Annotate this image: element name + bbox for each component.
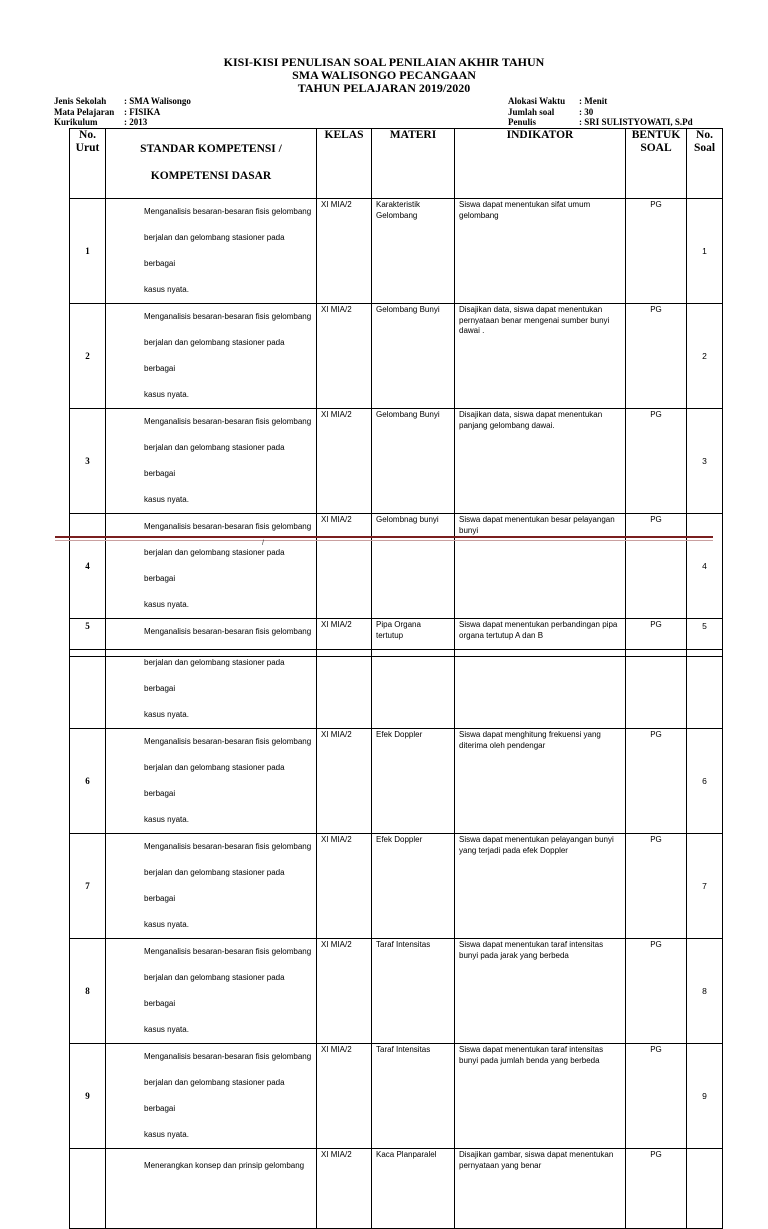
info-row-alokasi-waktu xyxy=(508,96,693,107)
info-label: Kurikulum xyxy=(54,117,98,127)
cell-materi: Kaca Planparalel xyxy=(372,1149,455,1229)
document-heading xyxy=(0,56,768,95)
standar-line: berjalan dan gelombang stasioner pada berbagai xyxy=(144,443,285,478)
cell-materi: Pipa Organa tertutup xyxy=(372,619,455,657)
standar-line: kasus nyata. xyxy=(144,1130,189,1139)
info-label: Penulis xyxy=(508,117,537,127)
standar-line: kasus nyata. xyxy=(144,390,189,399)
cell-no-urut: 1 xyxy=(70,199,106,304)
standar-line: Menganalisis besaran-besaran fisis gelombang xyxy=(144,947,312,956)
info-label: Jenis Sekolah xyxy=(54,96,107,106)
cell-no-urut: 4 xyxy=(70,514,106,619)
cell-standar-kompetensi xyxy=(106,514,317,619)
standar-line: kasus nyata. xyxy=(144,920,189,929)
standar-line: Menganalisis besaran-besaran fisis gelombang xyxy=(144,1052,312,1061)
cell-bentuk-soal xyxy=(626,650,687,729)
cell-standar-kompetensi xyxy=(106,939,317,1044)
table-row xyxy=(70,729,723,834)
table-row xyxy=(70,304,723,409)
cell-materi: Taraf Intensitas xyxy=(372,939,455,1044)
cell-indikator: Siswa dapat menentukan taraf intensitas bunyi pada jarak yang berbeda xyxy=(455,939,626,1044)
cell-kelas: XI MIA/2 xyxy=(317,729,372,834)
cell-bentuk-soal: PG xyxy=(626,834,687,939)
document-page-2 xyxy=(0,648,768,1170)
info-value: : 2013 xyxy=(124,117,148,127)
heading-line-2: SMA WALISONGO PECANGAAN xyxy=(292,68,476,82)
standar-line: kasus nyata. xyxy=(144,285,189,294)
standar-line: Menganalisis besaran-besaran fisis gelombang xyxy=(144,522,312,531)
info-row-mata-pelajaran xyxy=(54,107,191,118)
table-row xyxy=(70,939,723,1044)
exam-info xyxy=(508,96,693,128)
cell-indikator: Siswa dapat menentukan taraf intensitas bunyi pada jumlah benda yang berbeda xyxy=(455,1044,626,1149)
cell-bentuk-soal: PG xyxy=(626,409,687,514)
standar-line: berjalan dan gelombang stasioner pada berbagai xyxy=(144,233,285,268)
standar-line: kasus nyata. xyxy=(144,600,189,609)
heading-line-3: TAHUN PELAJARAN 2019/2020 xyxy=(297,81,471,95)
standar-line: kasus nyata. xyxy=(144,815,189,824)
cell-materi: Gelombang Bunyi xyxy=(372,409,455,514)
table-row xyxy=(70,514,723,619)
kisi-kisi-table-page-1 xyxy=(69,128,723,657)
info-label: Jumlah soal xyxy=(508,106,555,117)
header-materi: MATERI xyxy=(372,129,455,199)
cell-kelas: XI MIA/2 xyxy=(317,304,372,409)
standar-line: berjalan dan gelombang stasioner pada berbagai xyxy=(144,868,285,903)
header-standar-line-1: STANDAR KOMPETENSI / xyxy=(140,143,282,155)
cell-standar-kompetensi xyxy=(106,1149,317,1229)
standar-line: kasus nyata. xyxy=(144,495,189,504)
standar-line: kasus nyata. xyxy=(144,710,189,719)
cell-kelas: XI MIA/2 xyxy=(317,1044,372,1149)
cell-standar-kompetensi xyxy=(106,199,317,304)
standar-line: berjalan dan gelombang stasioner pada berbagai xyxy=(144,338,285,373)
cell-indikator: Siswa dapat menentukan pelayangan bunyi yang terjadi pada efek Doppler xyxy=(455,834,626,939)
table-row xyxy=(70,1044,723,1149)
info-row-jenis-sekolah xyxy=(54,96,191,107)
standar-line: Menganalisis besaran-besaran fisis gelombang xyxy=(144,312,312,321)
header-kelas: KELAS xyxy=(317,129,372,199)
standar-line: berjalan dan gelombang stasioner pada berbagai xyxy=(144,973,285,1008)
cell-standar-kompetensi xyxy=(106,650,317,729)
info-value: : Menit xyxy=(579,96,608,106)
table-header-row xyxy=(70,129,723,199)
cell-indikator: Disajikan data, siswa dapat menentukan pernyataan benar mengenai sumber bunyi dawai . xyxy=(455,304,626,409)
cell-materi: Gelombnag bunyi xyxy=(372,514,455,619)
footer-mark: / xyxy=(262,540,264,547)
standar-line: berjalan dan gelombang stasioner pada berbagai xyxy=(144,763,285,798)
cell-no-urut: 2 xyxy=(70,304,106,409)
cell-materi xyxy=(372,650,455,729)
cell-materi: Karakteristik Gelombang xyxy=(372,199,455,304)
school-info xyxy=(54,96,191,128)
cell-kelas: XI MIA/2 xyxy=(317,199,372,304)
footer-rule-secondary xyxy=(55,540,713,541)
cell-no-urut: 6 xyxy=(70,729,106,834)
cell-no-soal: 5 xyxy=(687,619,723,657)
cell-no-soal: 6 xyxy=(687,729,723,834)
cell-no-urut: 5 xyxy=(70,619,106,657)
standar-line: Menganalisis besaran-besaran fisis gelombang xyxy=(144,842,312,851)
standar-line: berjalan dan gelombang stasioner pada berbagai xyxy=(144,1078,285,1113)
cell-indikator xyxy=(455,650,626,729)
cell-no-soal: 8 xyxy=(687,939,723,1044)
header-standar-line-2: KOMPETENSI DASAR xyxy=(150,170,272,182)
cell-indikator: Disajikan data, siswa dapat menentukan panjang gelombang dawai. xyxy=(455,409,626,514)
standar-line: Menganalisis besaran-besaran fisis gelombang xyxy=(144,417,312,426)
header-indikator: INDIKATOR xyxy=(455,129,626,199)
cell-indikator: Disajikan gambar, siswa dapat menentukan pernyataan yang benar xyxy=(455,1149,626,1229)
cell-kelas: XI MIA/2 xyxy=(317,939,372,1044)
cell-kelas: XI MIA/2 xyxy=(317,409,372,514)
info-row-kurikulum xyxy=(54,117,191,128)
header-standar-kompetensi xyxy=(106,129,317,199)
info-value: : SMA Walisongo xyxy=(124,96,191,106)
header-bentuk-soal: BENTUK SOAL xyxy=(626,129,687,199)
standar-line: Menganalisis besaran-besaran fisis gelombang xyxy=(144,207,312,216)
header-no-urut: No. Urut xyxy=(70,129,106,199)
cell-no-soal: 1 xyxy=(687,199,723,304)
info-row-jumlah-soal xyxy=(508,107,693,118)
cell-no-soal: 3 xyxy=(687,409,723,514)
info-row-penulis xyxy=(508,117,693,128)
cell-no-soal: 2 xyxy=(687,304,723,409)
table-row xyxy=(70,1149,723,1229)
cell-bentuk-soal: PG xyxy=(626,939,687,1044)
cell-no-urut: 7 xyxy=(70,834,106,939)
cell-indikator: Siswa dapat menentukan perbandingan pipa organa tertutup A dan B xyxy=(455,619,626,657)
cell-no-urut xyxy=(70,1149,106,1229)
table-row xyxy=(70,199,723,304)
cell-materi: Gelombang Bunyi xyxy=(372,304,455,409)
info-label: Mata Pelajaran xyxy=(54,106,115,117)
cell-no-soal xyxy=(687,1149,723,1229)
cell-no-soal: 9 xyxy=(687,1044,723,1149)
standar-line: Menerangkan konsep dan prinsip gelombang xyxy=(144,1161,305,1170)
cell-standar-kompetensi xyxy=(106,1044,317,1149)
table-row xyxy=(70,834,723,939)
cell-kelas: XI MIA/2 xyxy=(317,834,372,939)
info-value: : 30 xyxy=(579,106,594,117)
cell-standar-kompetensi xyxy=(106,729,317,834)
cell-bentuk-soal: PG xyxy=(626,199,687,304)
cell-standar-kompetensi xyxy=(106,409,317,514)
standar-line: Menganalisis besaran-besaran fisis gelombang xyxy=(144,737,312,746)
cell-materi: Efek Doppler xyxy=(372,729,455,834)
cell-no-urut: 8 xyxy=(70,939,106,1044)
cell-no-soal xyxy=(687,650,723,729)
cell-bentuk-soal: PG xyxy=(626,1044,687,1149)
cell-indikator: Siswa dapat menentukan besar pelayangan bunyi xyxy=(455,514,626,619)
info-value: : FISIKA xyxy=(124,106,161,117)
cell-standar-kompetensi xyxy=(106,304,317,409)
cell-bentuk-soal: PG xyxy=(626,1149,687,1229)
header-no-soal: No. Soal xyxy=(687,129,723,199)
info-label: Alokasi Waktu xyxy=(508,96,566,106)
cell-kelas: XI MIA/2 xyxy=(317,1149,372,1229)
cell-bentuk-soal: PG xyxy=(626,619,687,657)
table-row xyxy=(70,409,723,514)
info-value: : SRI SULISTYOWATI, S.Pd xyxy=(579,117,693,127)
cell-standar-kompetensi xyxy=(106,834,317,939)
cell-kelas: XI MIA/2 xyxy=(317,514,372,619)
footer-rule xyxy=(55,536,713,538)
cell-kelas xyxy=(317,650,372,729)
cell-no-urut xyxy=(70,650,106,729)
standar-line: kasus nyata. xyxy=(144,1025,189,1034)
cell-bentuk-soal: PG xyxy=(626,514,687,619)
standar-line: berjalan dan gelombang stasioner pada berbagai xyxy=(144,658,285,693)
cell-no-urut: 3 xyxy=(70,409,106,514)
cell-no-soal: 7 xyxy=(687,834,723,939)
cell-materi: Efek Doppler xyxy=(372,834,455,939)
standar-line: Menganalisis besaran-besaran fisis gelombang xyxy=(144,627,312,636)
cell-indikator: Siswa dapat menentukan sifat umum gelombang xyxy=(455,199,626,304)
cell-no-soal: 4 xyxy=(687,514,723,619)
table-row xyxy=(70,650,723,729)
cell-no-urut: 9 xyxy=(70,1044,106,1149)
cell-materi: Taraf Intensitas xyxy=(372,1044,455,1149)
heading-line-1: KISI-KISI PENULISAN SOAL PENILAIAN AKHIR TAHUN xyxy=(223,55,545,69)
cell-bentuk-soal: PG xyxy=(626,304,687,409)
standar-line: berjalan dan gelombang stasioner pada berbagai xyxy=(144,548,285,583)
cell-kelas: XI MIA/2 xyxy=(317,619,372,657)
cell-indikator: Siswa dapat menghitung frekuensi yang diterima oleh pendengar xyxy=(455,729,626,834)
kisi-kisi-table-page-2 xyxy=(69,649,723,1229)
cell-bentuk-soal: PG xyxy=(626,729,687,834)
